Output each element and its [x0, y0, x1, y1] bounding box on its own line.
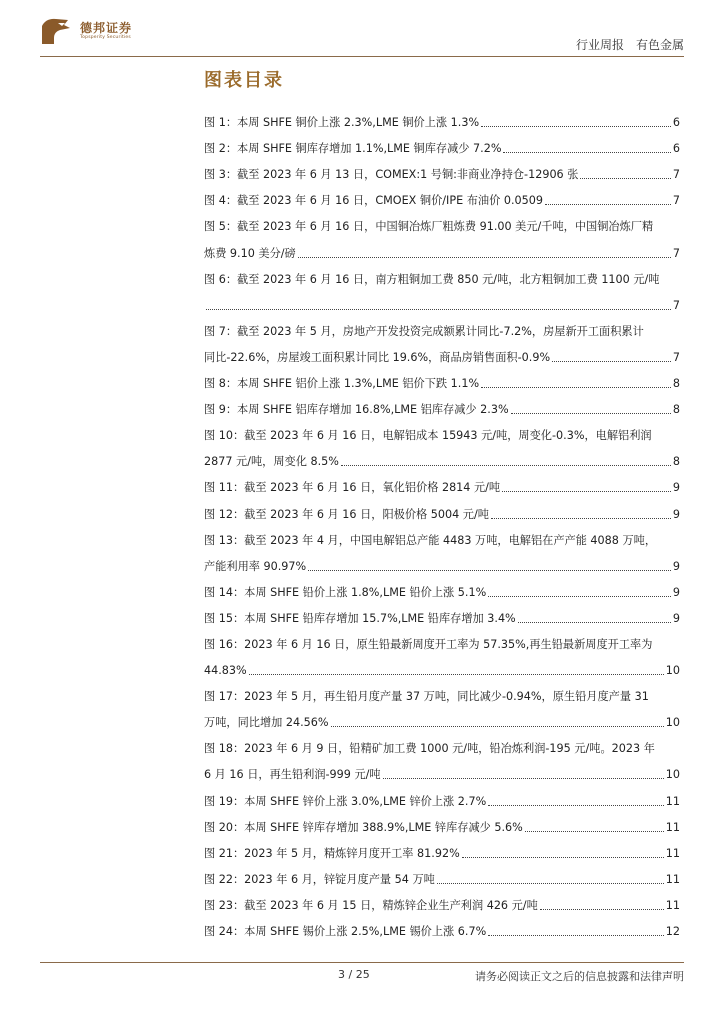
toc-page-number: 11 — [665, 898, 680, 912]
logo-text-cn: 德邦证券 — [80, 21, 133, 35]
toc-dot-leader — [525, 831, 664, 832]
toc-entry-line — [204, 730, 680, 756]
toc-page-number: 11 — [665, 820, 680, 834]
toc-page-number: 8 — [672, 455, 680, 469]
toc-entry-text: 44.83% — [204, 664, 247, 678]
toc-entry[interactable] — [204, 495, 680, 521]
toc-entry-line — [204, 156, 680, 182]
toc-page-number: 9 — [672, 559, 680, 573]
toc-entry-line — [204, 287, 680, 313]
toc-page-number: 11 — [665, 872, 680, 886]
toc-entry-text: 2877 元/吨，周变化 8.5% — [204, 455, 339, 469]
toc-entry-line — [204, 495, 680, 521]
toc-entry-text: 图 17：2023 年 5 月，再生铅月度产量 37 万吨，同比减少-0.94%，原生铅月度产量 31 — [204, 690, 649, 704]
toc-page-number: 7 — [672, 194, 680, 208]
toc-entry-line — [204, 809, 680, 835]
toc-page-number: 12 — [665, 925, 680, 938]
toc-dot-leader — [580, 178, 670, 179]
toc-entry-text: 图 5：截至 2023 年 6 月 16 日，中国铜冶炼厂粗炼费 91.00 美元/千吨，中国铜冶炼厂精 — [204, 220, 654, 234]
toc-entry[interactable] — [204, 522, 680, 574]
toc-entry-text: 炼费 9.10 美分/磅 — [204, 246, 296, 260]
toc-entry-text: 图 2：本周 SHFE 铜库存增加 1.1%,LME 铜库存减少 7.2% — [204, 142, 502, 156]
toc-entry-line — [204, 522, 680, 548]
toc-entry-text: 图 18：2023 年 6 月 9 日，铅精矿加工费 1000 元/吨，铅冶炼利润-195 元/吨。2023 年 — [204, 742, 655, 756]
toc-page-number: 7 — [672, 246, 680, 260]
toc-entry[interactable] — [204, 913, 680, 939]
toc-entry-text: 图 4：截至 2023 年 6 月 16 日，CMOEX 铜价/IPE 布油价 0.0509 — [204, 194, 543, 208]
toc-entry[interactable] — [204, 182, 680, 208]
toc-entry-text: 图 20：本周 SHFE 锌库存增加 388.9%,LME 锌库存减少 5.6% — [204, 820, 523, 834]
toc-dot-leader — [511, 413, 671, 414]
toc-entry[interactable] — [204, 313, 680, 365]
toc-entry-line — [204, 600, 680, 626]
toc-entry-text: 图 11：截至 2023 年 6 月 16 日，氧化铝价格 2814 元/吨 — [204, 481, 501, 495]
toc-entry-text: 图 23：截至 2023 年 6 月 15 日，精炼锌企业生产利润 426 元/吨 — [204, 898, 538, 912]
toc-entry-line — [204, 782, 680, 808]
toc-entry-text: 图 22：2023 年 6 月，锌锭月度产量 54 万吨 — [204, 872, 435, 886]
toc-entry-line — [204, 208, 680, 234]
toc-entry-text: 图 15：本周 SHFE 铅库存增加 15.7%,LME 铅库存增加 3.4% — [204, 611, 516, 625]
toc-entry-line — [204, 626, 680, 652]
toc-dot-leader — [437, 883, 664, 884]
toc-page-number: 11 — [665, 846, 680, 860]
toc-dot-leader — [331, 726, 664, 727]
logo-mark-icon — [40, 16, 74, 46]
toc-entry-line — [204, 835, 680, 861]
toc-entry-line — [204, 365, 680, 391]
toc-entry-line — [204, 391, 680, 417]
toc-entry[interactable] — [204, 104, 680, 130]
toc-entry[interactable] — [204, 574, 680, 600]
toc-entry-text: 图 6：截至 2023 年 6 月 16 日，南方粗铜加工费 850 元/吨，北方粗铜加工费 1100 元/吨 — [204, 272, 660, 286]
company-logo — [40, 14, 170, 48]
toc-dot-leader — [545, 204, 671, 205]
toc-entry-line — [204, 130, 680, 156]
toc-dot-leader — [488, 935, 664, 936]
toc-entry-text: 图 19：本周 SHFE 锌价上涨 3.0%,LME 锌价上涨 2.7% — [204, 794, 487, 808]
toc-entry-text: 图 10：截至 2023 年 6 月 16 日，电解铝成本 15943 元/吨，周变化-0.3%，电解铝利润 — [204, 429, 652, 443]
toc-entry-text: 产能利用率 90.97% — [204, 559, 307, 573]
toc-entry-line — [204, 887, 680, 913]
toc-entry-line — [204, 756, 680, 782]
toc-entry-text: 图 8：本周 SHFE 铝价上涨 1.3%,LME 铝价下跌 1.1% — [204, 377, 480, 391]
toc-dot-leader — [488, 596, 671, 597]
toc-entry[interactable] — [204, 782, 680, 808]
toc-entry-text: 图 1：本周 SHFE 铜价上涨 2.3%,LME 铜价上涨 1.3% — [204, 116, 480, 130]
toc-entry[interactable] — [204, 365, 680, 391]
toc-entry-line — [204, 469, 680, 495]
toc-page-number: 6 — [672, 142, 680, 156]
toc-entry-text: 图 12：截至 2023 年 6 月 16 日，阳极价格 5004 元/吨 — [204, 507, 489, 521]
toc-dot-leader — [308, 570, 671, 571]
toc-entry[interactable] — [204, 469, 680, 495]
toc-entry[interactable] — [204, 678, 680, 730]
toc-entry-line — [204, 234, 680, 260]
figure-toc-list — [204, 104, 680, 939]
toc-page-number: 10 — [665, 664, 680, 678]
toc-entry-text: 同比-22.6%，房屋竣工面积累计同比 19.6%，商品房销售面积-0.9% — [204, 350, 551, 364]
toc-entry[interactable] — [204, 626, 680, 678]
toc-dot-leader — [298, 257, 671, 258]
toc-dot-leader — [552, 361, 671, 362]
toc-page-number: 11 — [665, 794, 680, 808]
toc-entry-line — [204, 913, 680, 939]
toc-entry[interactable] — [204, 861, 680, 887]
toc-dot-leader — [518, 622, 671, 623]
toc-entry[interactable] — [204, 600, 680, 626]
toc-entry-text: 图 24：本周 SHFE 锡价上涨 2.5%,LME 锡价上涨 6.7% — [204, 925, 487, 938]
toc-entry[interactable] — [204, 417, 680, 469]
toc-dot-leader — [502, 491, 671, 492]
toc-dot-leader — [462, 857, 664, 858]
toc-entry[interactable] — [204, 809, 680, 835]
toc-entry-text: 图 3：截至 2023 年 6 月 13 日，COMEX:1 号铜:非商业净持仓-12906 张 — [204, 168, 579, 182]
footer-divider — [40, 962, 684, 963]
toc-entry-line — [204, 548, 680, 574]
toc-entry[interactable] — [204, 391, 680, 417]
toc-entry-text: 图 7：截至 2023 年 5 月，房地产开发投资完成额累计同比-7.2%，房屋新开工面积累计 — [204, 324, 644, 338]
toc-entry[interactable] — [204, 261, 680, 313]
toc-entry-line — [204, 313, 680, 339]
header-divider — [40, 56, 684, 57]
toc-entry[interactable] — [204, 208, 680, 260]
toc-entry-text: 万吨，同比增加 24.56% — [204, 716, 329, 730]
toc-entry-line — [204, 704, 680, 730]
page-number: 3 / 25 — [338, 968, 370, 981]
toc-entry-line — [204, 182, 680, 208]
toc-dot-leader — [481, 126, 671, 127]
toc-page-number: 6 — [672, 116, 680, 130]
toc-dot-leader — [249, 674, 664, 675]
toc-entry-text: 图 9：本周 SHFE 铝库存增加 16.8%,LME 铝库存减少 2.3% — [204, 403, 509, 417]
toc-page-number: 9 — [672, 585, 680, 599]
toc-dot-leader — [206, 309, 671, 310]
toc-entry-line — [204, 861, 680, 887]
toc-entry-line — [204, 104, 680, 130]
toc-title: 图表目录 — [204, 70, 284, 91]
toc-entry-line — [204, 652, 680, 678]
toc-entry-line — [204, 443, 680, 469]
toc-entry-text: 图 16：2023 年 6 月 16 日，原生铅最新周度开工率为 57.35%,再生铅最新周度开工率为 — [204, 637, 653, 651]
toc-entry-line — [204, 678, 680, 704]
toc-page-number: 10 — [665, 768, 680, 782]
toc-entry[interactable] — [204, 130, 680, 156]
toc-page-number: 7 — [672, 350, 680, 364]
toc-entry[interactable] — [204, 156, 680, 182]
toc-page-number: 9 — [672, 481, 680, 495]
toc-entry-text: 图 21：2023 年 5 月，精炼锌月度开工率 81.92% — [204, 846, 460, 860]
toc-entry[interactable] — [204, 835, 680, 861]
toc-page-number: 7 — [672, 168, 680, 182]
toc-dot-leader — [540, 909, 664, 910]
logo-text-en: Topsperity Securities — [80, 35, 131, 40]
toc-entry-line — [204, 261, 680, 287]
toc-dot-leader — [491, 518, 671, 519]
toc-page-number: 8 — [672, 403, 680, 417]
industry-name: 有色金属 — [635, 38, 684, 52]
header-category — [576, 36, 684, 53]
toc-page-number: 8 — [672, 377, 680, 391]
toc-entry-line — [204, 339, 680, 365]
toc-dot-leader — [503, 152, 670, 153]
report-type: 行业周报 — [575, 38, 624, 52]
toc-entry-line — [204, 574, 680, 600]
toc-page-number: 9 — [672, 507, 680, 521]
toc-page-number: 9 — [672, 611, 680, 625]
toc-entry-text: 6 月 16 日，再生铅利润-999 元/吨 — [204, 768, 381, 782]
toc-dot-leader — [341, 465, 671, 466]
toc-entry-text: 图 14：本周 SHFE 铅价上涨 1.8%,LME 铅价上涨 5.1% — [204, 585, 487, 599]
toc-entry[interactable] — [204, 887, 680, 913]
page-header — [40, 14, 684, 60]
toc-entry-text: 图 13：截至 2023 年 4 月，中国电解铝总产能 4483 万吨，电解铝在产产能 4088 万吨， — [204, 533, 657, 547]
footer-disclaimer: 请务必阅读正文之后的信息披露和法律声明 — [475, 970, 684, 983]
toc-page-number: 10 — [665, 716, 680, 730]
toc-page-number: 7 — [672, 298, 680, 312]
toc-entry[interactable] — [204, 730, 680, 782]
toc-dot-leader — [488, 805, 664, 806]
toc-dot-leader — [481, 387, 671, 388]
toc-entry-line — [204, 417, 680, 443]
toc-dot-leader — [383, 778, 664, 779]
